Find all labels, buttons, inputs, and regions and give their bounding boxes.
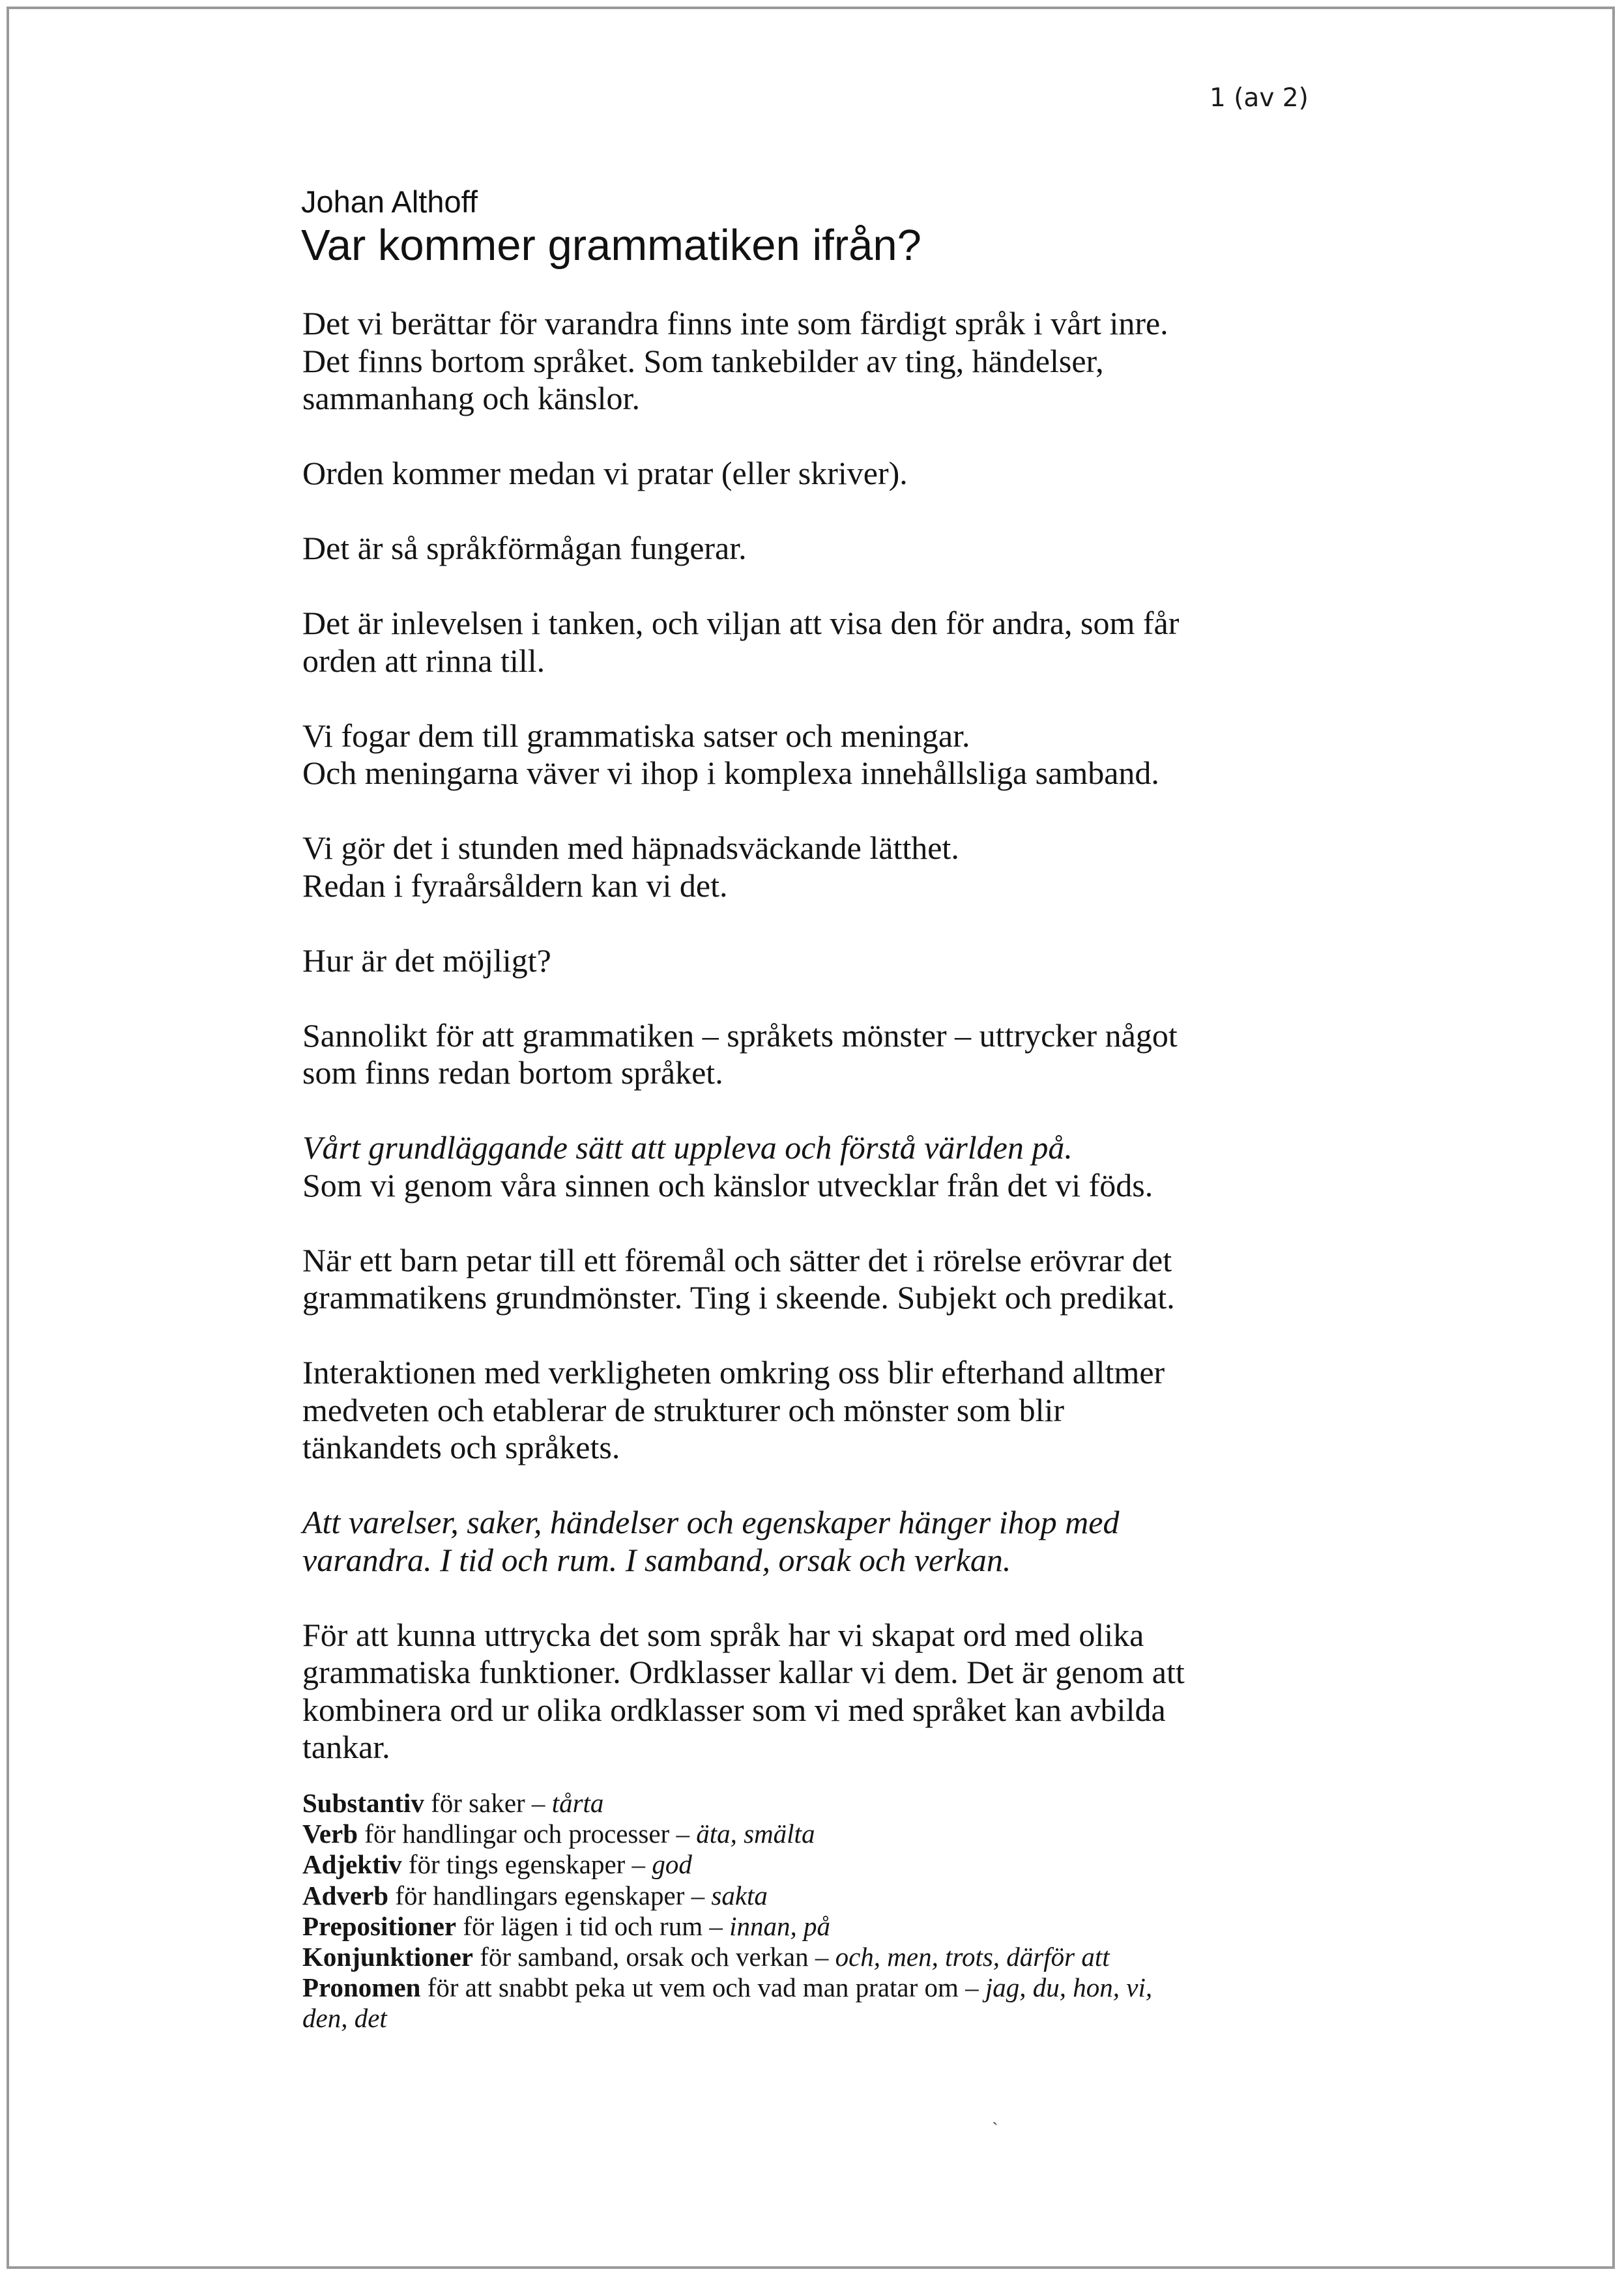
paragraph — [302, 305, 1358, 418]
text-line: som finns redan bortom språket. — [302, 1054, 723, 1091]
page-number: 1 (av 2) — [1210, 83, 1309, 113]
author-name: Johan Althoff — [301, 184, 478, 219]
text-line: Hur är det möjligt? — [302, 942, 551, 979]
paragraph — [302, 1617, 1358, 1766]
word-class-description: för samband, orsak och verkan – — [473, 1942, 835, 1972]
paragraph — [302, 1017, 1358, 1092]
text-line: Redan i fyraårsåldern kan vi det. — [302, 867, 728, 904]
word-class-example: god — [652, 1849, 692, 1880]
italic-text-line: Vårt grundläggande sätt att uppleva och förstå världen på. — [302, 1129, 1073, 1166]
word-class-term: Adjektiv — [302, 1849, 402, 1880]
page-title: Var kommer grammatiken ifrån? — [301, 221, 921, 270]
word-class-example: sakta — [711, 1880, 768, 1910]
word-class-example: äta, smälta — [696, 1819, 815, 1849]
paragraph — [302, 1504, 1358, 1579]
text-line: För att kunna uttrycka det som språk har vi skapat ord med olika — [302, 1616, 1144, 1653]
text-line: tänkandets och språkets. — [302, 1429, 620, 1465]
italic-text-line: varandra. I tid och rum. I samband, orsak och verkan. — [302, 1541, 1011, 1578]
text-line: tankar. — [302, 1729, 390, 1765]
text-line: orden att rinna till. — [302, 642, 545, 679]
word-class-example: och, men, trots, därför att — [835, 1942, 1110, 1972]
text-line: Det är så språkförmågan fungerar. — [302, 530, 747, 566]
text-line: Sannolikt för att grammatiken – språkets mönster – uttrycker något — [302, 1016, 1178, 1054]
stray-pen-mark: ˏ — [992, 2103, 998, 2126]
paragraph — [302, 530, 1358, 568]
list-item — [302, 1972, 1358, 2003]
text-line: grammatiska funktioner. Ordklasser kallar vi dem. Det är genom att — [302, 1654, 1185, 1690]
word-class-term: Substantiv — [302, 1788, 424, 1818]
article-body — [302, 305, 1358, 1804]
list-item — [302, 1942, 1358, 1972]
word-class-description: för handlingar och processer – — [358, 1819, 697, 1849]
paragraph — [302, 1242, 1358, 1317]
paragraph — [302, 1354, 1358, 1467]
word-class-term: Verb — [302, 1819, 358, 1849]
list-item-continuation: den, det — [302, 2003, 387, 2034]
text-line: sammanhang och känslor. — [302, 380, 640, 416]
word-class-term: Konjunktioner — [302, 1942, 473, 1972]
italic-text-line: Att varelser, saker, händelser och egenskaper hänger ihop med — [302, 1504, 1120, 1540]
list-item — [302, 1788, 1358, 1819]
word-class-example: jag, du, hon, vi, — [985, 1972, 1153, 2003]
paragraph — [302, 717, 1358, 792]
text-line: Och meningarna väver vi ihop i komplexa innehållsliga samband. — [302, 755, 1159, 791]
word-class-example: innan, på — [729, 1910, 831, 1941]
list-item — [302, 1911, 1358, 1942]
word-class-list — [302, 1788, 1358, 2034]
paragraph — [302, 942, 1358, 980]
word-class-description: för saker – — [424, 1788, 552, 1818]
text-line: Som vi genom våra sinnen och känslor utvecklar från det vi föds. — [302, 1166, 1153, 1204]
word-class-description: för handlingars egenskaper – — [388, 1880, 712, 1910]
text-line: Det finns bortom språket. Som tankebilder av ting, händelser, — [302, 342, 1104, 379]
text-line: Det är inlevelsen i tanken, och viljan att visa den för andra, som får — [302, 605, 1180, 641]
paragraph — [302, 1129, 1358, 1204]
paragraph — [302, 455, 1358, 493]
text-line: Vi fogar dem till grammatiska satser och meningar. — [302, 717, 970, 754]
text-line: Det vi berättar för varandra finns inte som färdigt språk i vårt inre. — [302, 305, 1168, 341]
text-line: När ett barn petar till ett föremål och sätter det i rörelse erövrar det — [302, 1241, 1172, 1278]
word-class-term: Pronomen — [302, 1972, 421, 2003]
list-item — [302, 1819, 1358, 1849]
word-class-term: Adverb — [302, 1880, 389, 1910]
list-item — [302, 1881, 1358, 1911]
text-line: Orden kommer medan vi pratar (eller skriver). — [302, 455, 908, 491]
text-line: Interaktionen med verkligheten omkring oss blir efterhand alltmer — [302, 1354, 1165, 1391]
word-class-description: för lägen i tid och rum – — [456, 1910, 730, 1941]
list-item — [302, 1849, 1358, 1880]
word-class-description: för tings egenskaper – — [401, 1849, 652, 1880]
paragraph — [302, 829, 1358, 904]
text-line: kombinera ord ur olika ordklasser som vi med språket kan avbilda — [302, 1691, 1166, 1728]
word-class-example: tårta — [551, 1788, 604, 1818]
word-class-term: Prepositioner — [302, 1910, 457, 1941]
text-line: grammatikens grundmönster. Ting i skeende. Subjekt och predikat. — [302, 1279, 1175, 1316]
word-class-description: för att snabbt peka ut vem och vad man pratar om – — [420, 1972, 985, 2003]
text-line: Vi gör det i stunden med häpnadsväckande lätthet. — [302, 829, 959, 866]
paragraph — [302, 605, 1358, 680]
text-line: medveten och etablerar de strukturer och mönster som blir — [302, 1391, 1065, 1428]
